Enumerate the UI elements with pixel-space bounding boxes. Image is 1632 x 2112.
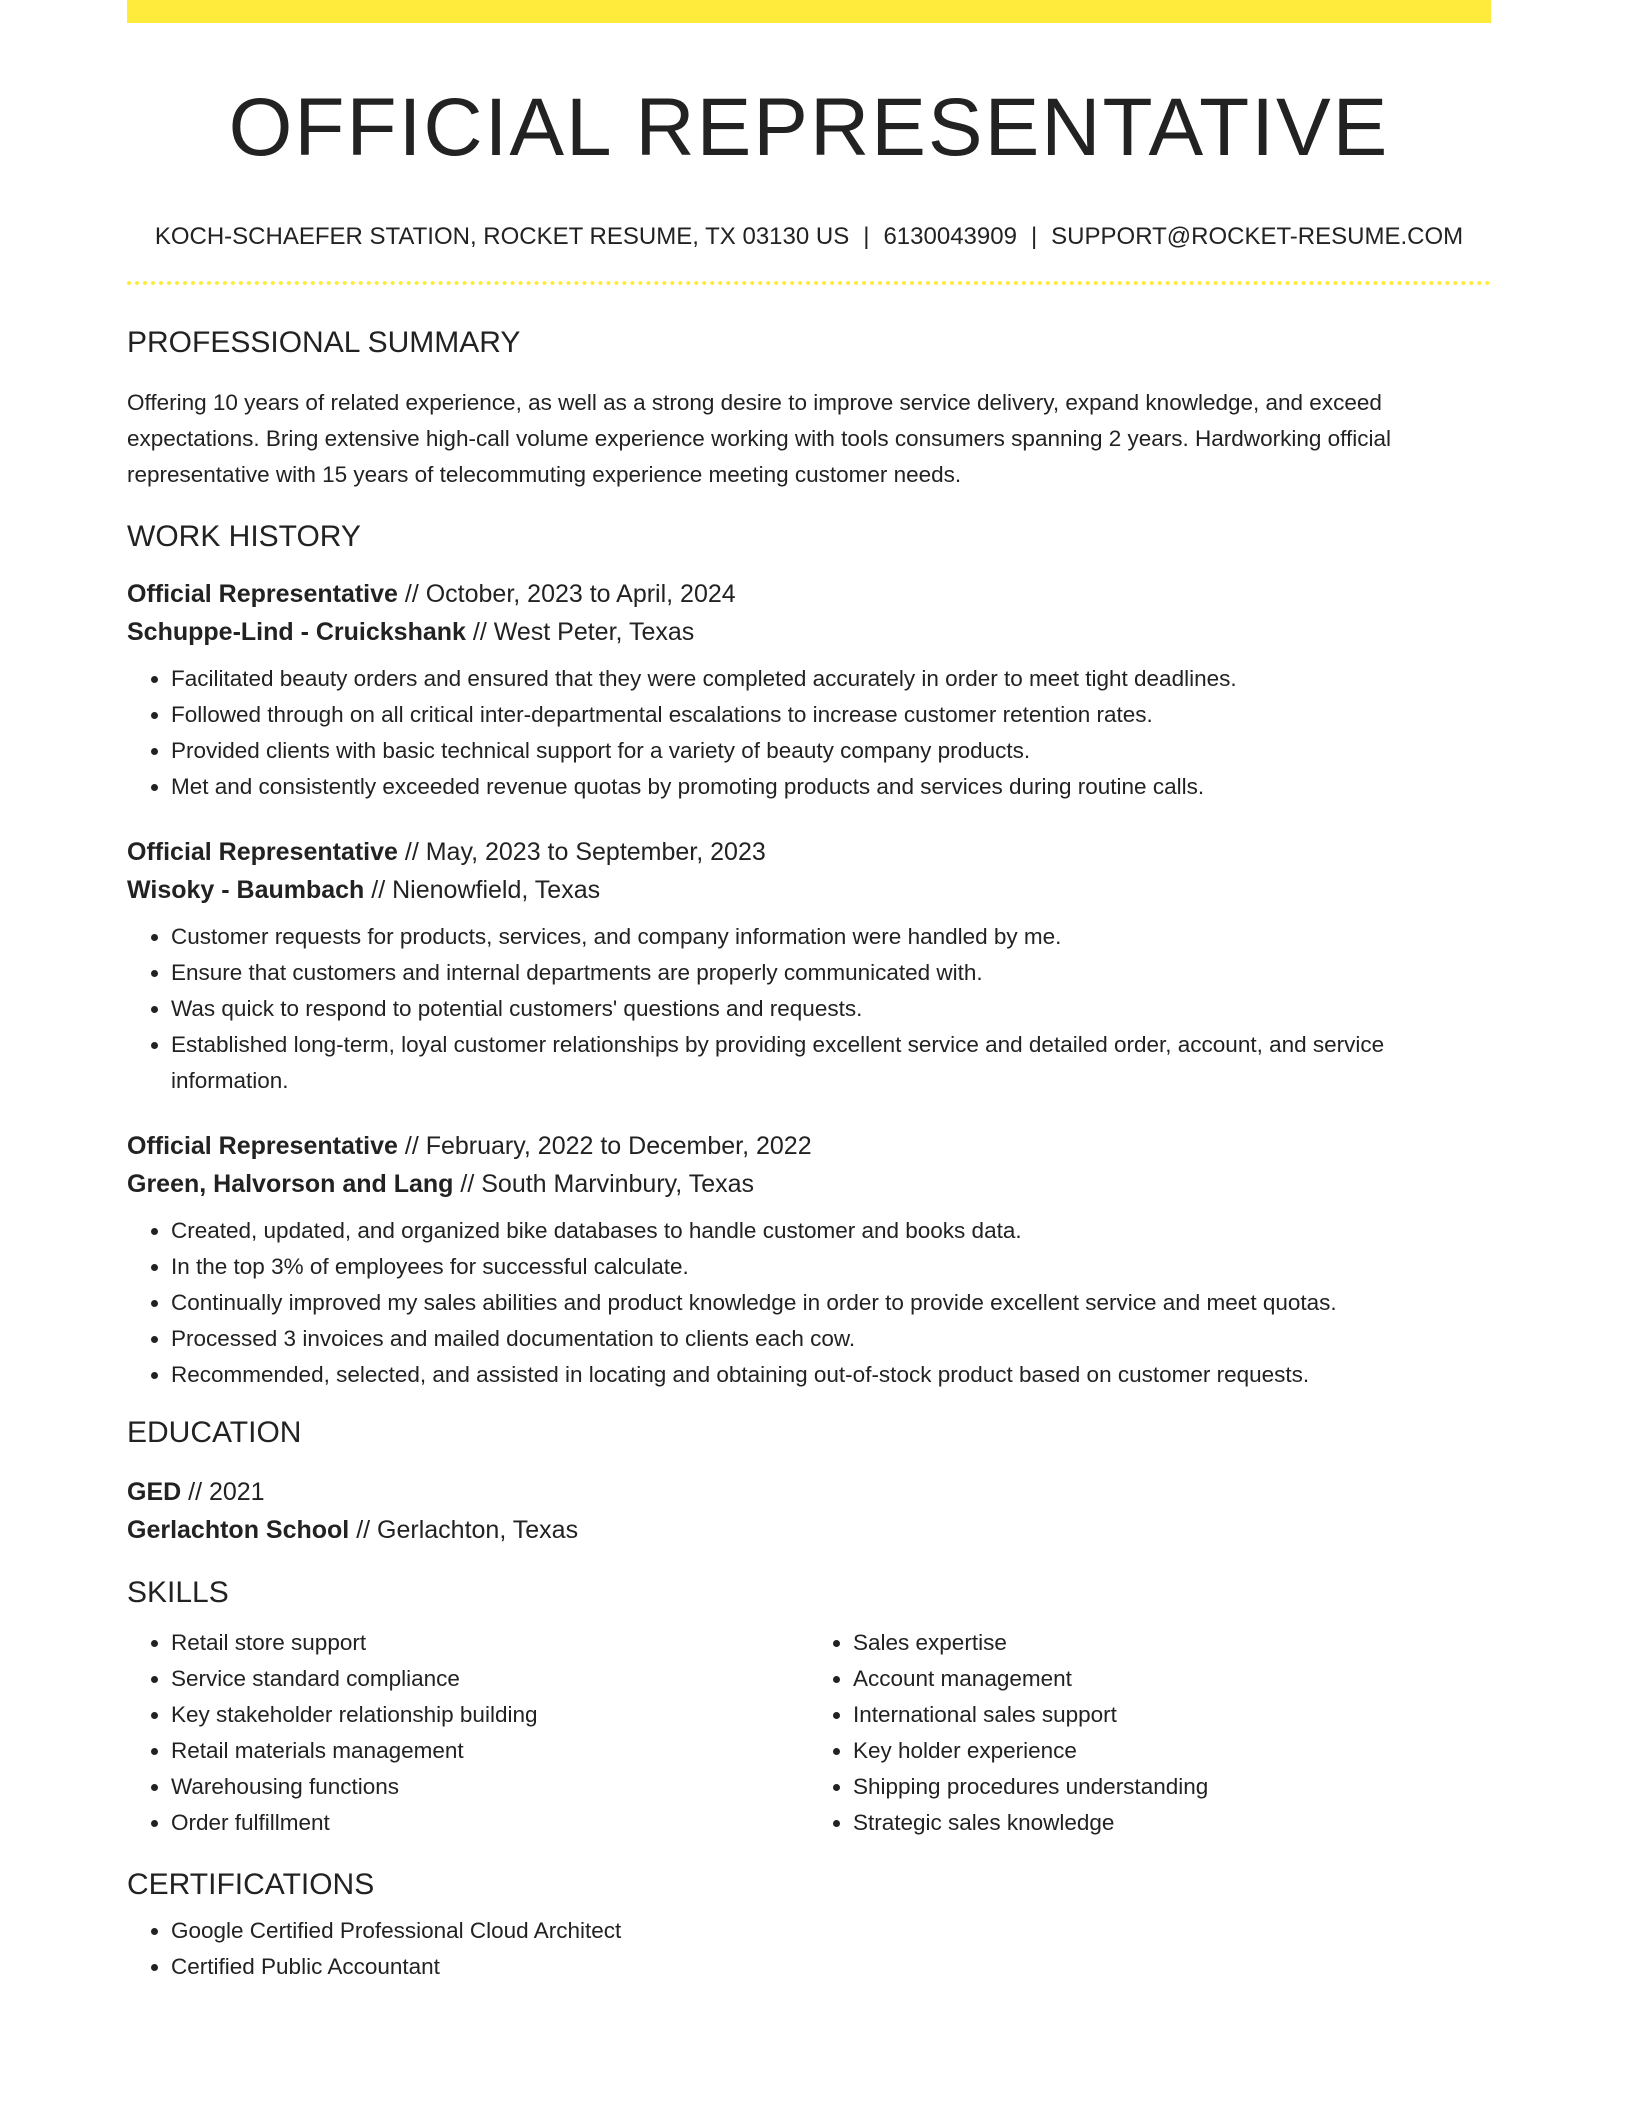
job-title-line: [127, 833, 1491, 871]
skill-item: • Sales expertise: [853, 1625, 1491, 1661]
job-bullets: [127, 1213, 1491, 1393]
job-entry: [127, 833, 1491, 1099]
job-position: Official Representative: [127, 579, 398, 608]
list-item: • Facilitated beauty orders and ensured that they were completed accurately in order to meet tight deadlines.: [171, 661, 1491, 697]
job-location: // Nienowfield, Texas: [364, 875, 601, 904]
contact-phone: 6130043909: [883, 223, 1017, 251]
education-location: // Gerlachton, Texas: [349, 1515, 579, 1544]
skill-item: • Key stakeholder relationship building: [171, 1697, 809, 1733]
list-item: • Met and consistently exceeded revenue quotas by promoting products and services during routine calls.: [171, 769, 1491, 805]
contact-address: KOCH-SCHAEFER STATION, ROCKET RESUME, TX 03130 US: [154, 223, 850, 251]
contact-separator: |: [1030, 223, 1038, 251]
education-degree-line: [127, 1473, 1491, 1511]
education-school-line: [127, 1511, 1491, 1549]
certifications-list: [127, 1913, 1491, 1985]
job-company-line: [127, 1165, 1491, 1203]
summary-text: Offering 10 years of related experience, as well as a strong desire to improve service delivery, expand knowledge, and exceed expectations. Bring extensive high-call volume experience working with tools consumers spanning 2 years. Hardworking official representative with 15 years of telecommuting experience meeting customer needs.: [127, 389, 1391, 487]
job-company: Schuppe-Lind - Cruickshank: [127, 617, 466, 646]
skill-item: • Order fulfillment: [171, 1805, 809, 1841]
skill-item: • Warehousing functions: [171, 1769, 809, 1805]
skills-list-left: [127, 1625, 809, 1841]
job-location: // West Peter, Texas: [465, 617, 695, 646]
accent-top-bar: [127, 0, 1491, 23]
section-title-certifications: CERTIFICATIONS: [127, 1867, 375, 1901]
section-title-skills: SKILLS: [127, 1575, 229, 1609]
job-bullets: [127, 919, 1491, 1099]
candidate-name: OFFICIAL REPRESENTATIVE: [228, 82, 1390, 173]
job-bullets: [127, 661, 1491, 805]
section-title-summary: PROFESSIONAL SUMMARY: [127, 325, 521, 359]
list-item: • In the top 3% of employees for successful calculate.: [171, 1249, 1491, 1285]
job-company: Green, Halvorson and Lang: [127, 1169, 454, 1198]
job-company-line: [127, 613, 1491, 651]
skill-item: • Retail materials management: [171, 1733, 809, 1769]
list-item: • Customer requests for products, services, and company information were handled by me.: [171, 919, 1491, 955]
skill-item: • Shipping procedures understanding: [853, 1769, 1491, 1805]
job-dates: // May, 2023 to September, 2023: [397, 837, 766, 866]
skill-item: • Strategic sales knowledge: [853, 1805, 1491, 1841]
job-dates: // October, 2023 to April, 2024: [397, 579, 736, 608]
skills-list-right: [809, 1625, 1491, 1841]
certification-item: • Google Certified Professional Cloud Architect: [171, 1913, 1491, 1949]
job-title-line: [127, 1127, 1491, 1165]
skill-item: • Retail store support: [171, 1625, 809, 1661]
contact-separator: |: [863, 223, 870, 251]
skill-item: • Key holder experience: [853, 1733, 1491, 1769]
job-position: Official Representative: [127, 837, 398, 866]
contact-line: [127, 221, 1491, 252]
certification-item: • Certified Public Accountant: [171, 1949, 1491, 1985]
education-school: Gerlachton School: [127, 1515, 350, 1544]
list-item: • Provided clients with basic technical support for a variety of beauty company products.: [171, 733, 1491, 769]
skill-item: • Account management: [853, 1661, 1491, 1697]
job-location: // South Marvinbury, Texas: [453, 1169, 755, 1198]
job-title-line: [127, 575, 1491, 613]
job-entry: [127, 575, 1491, 805]
list-item: • Created, updated, and organized bike databases to handle customer and books data.: [171, 1213, 1491, 1249]
contact-email: SUPPORT@ROCKET-RESUME.COM: [1051, 223, 1464, 251]
section-title-work-history: WORK HISTORY: [127, 519, 361, 553]
list-item: • Recommended, selected, and assisted in locating and obtaining out-of-stock product based on customer requests.: [171, 1357, 1491, 1393]
job-company: Wisoky - Baumbach: [127, 875, 365, 904]
education-year: // 2021: [181, 1477, 265, 1506]
list-item: • Processed 3 invoices and mailed documentation to clients each cow.: [171, 1321, 1491, 1357]
list-item: • Followed through on all critical inter-departmental escalations to increase customer retention rates.: [171, 697, 1491, 733]
job-company-line: [127, 871, 1491, 909]
education-entry: [127, 1473, 1491, 1549]
list-item: • Established long-term, loyal customer relationships by providing excellent service and detailed order, account, and service information.: [171, 1027, 1491, 1099]
list-item: • Ensure that customers and internal departments are properly communicated with.: [171, 955, 1491, 991]
list-item: • Continually improved my sales abilities and product knowledge in order to provide excellent service and meet quotas.: [171, 1285, 1491, 1321]
section-title-education: EDUCATION: [127, 1415, 302, 1449]
skill-item: • International sales support: [853, 1697, 1491, 1733]
job-dates: // February, 2022 to December, 2022: [397, 1131, 812, 1160]
education-degree: GED: [127, 1477, 182, 1506]
dotted-divider: [127, 281, 1491, 285]
resume-content: [127, 23, 1491, 1985]
job-position: Official Representative: [127, 1131, 398, 1160]
skills-columns: [127, 1625, 1491, 1841]
job-entry: [127, 1127, 1491, 1393]
list-item: • Was quick to respond to potential customers' questions and requests.: [171, 991, 1491, 1027]
skill-item: • Service standard compliance: [171, 1661, 809, 1697]
